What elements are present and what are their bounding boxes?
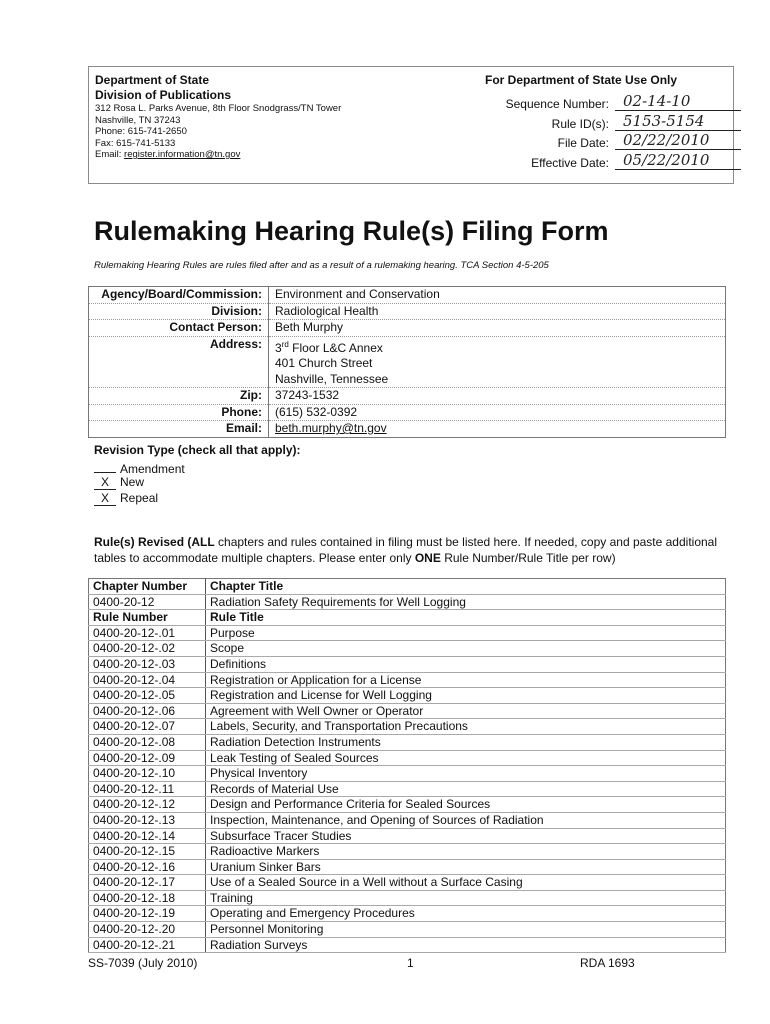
intro-part-5: Rule Number/Rule Title per row) [440,551,616,565]
intro-part-4: ONE [414,551,441,565]
agency-label: Agency/Board/Commission: [89,287,269,304]
contact-value: Beth Murphy [269,320,726,337]
revision-option-amendment [94,458,301,474]
rule-title: Leak Testing of Sealed Sources [206,750,726,766]
division-label: Division: [89,303,269,320]
rule-number: 0400-20-12-.09 [89,750,206,766]
rule-title-header: Rule Title [206,610,726,626]
address-line-a [275,337,719,357]
address-line-2: Nashville, TN 37243 [95,114,181,126]
table-row [89,672,726,688]
address-value [269,336,726,388]
rule-number: 0400-20-12-.13 [89,812,206,828]
email-line [95,149,341,161]
rule-title: Training [206,890,726,906]
table-row [89,812,726,828]
rule-number: 0400-20-12-.06 [89,703,206,719]
rule-title: Physical Inventory [206,766,726,782]
agency-table [88,286,726,438]
table-row [89,906,726,922]
file-date-value: 02/22/2010 [615,132,741,150]
sequence-number-label: Sequence Number: [505,97,609,111]
chapter-number: 0400-20-12 [89,594,206,610]
zip-value: 37243-1532 [269,388,726,405]
address-label: Address: [89,336,269,388]
table-row [89,937,726,953]
revision-option-new [94,474,301,490]
fax-line: Fax: 615-741-5133 [95,137,176,149]
table-row [89,688,726,704]
rule-title: Registration and License for Well Logging [206,688,726,704]
rule-ids-row [489,113,729,133]
email-link[interactable]: register.information@tn.gov [124,149,241,160]
rule-number: 0400-20-12-.07 [89,719,206,735]
rule-title: Inspection, Maintenance, and Opening of Sources of Radiation [206,812,726,828]
division-name: Division of Publications [95,88,232,102]
rule-number: 0400-20-12-.21 [89,937,206,953]
contact-label: Contact Person: [89,320,269,337]
page-number: 1 [407,956,414,970]
rule-title: Operating and Emergency Procedures [206,906,726,922]
rule-title: Labels, Security, and Transportation Precautions [206,719,726,735]
division-value: Radiological Health [269,303,726,320]
agency-value: Environment and Conservation [269,287,726,304]
page-title: Rulemaking Hearing Rule(s) Filing Form [94,216,609,246]
rule-title: Registration or Application for a License [206,672,726,688]
address-line-c: Nashville, Tennessee [275,371,389,386]
amendment-label: Amendment [120,462,185,476]
rule-title: Agreement with Well Owner or Operator [206,703,726,719]
rule-number: 0400-20-12-.16 [89,859,206,875]
rule-title: Radiation Detection Instruments [206,734,726,750]
phone-label: Phone: [89,404,269,421]
table-row [89,844,726,860]
new-label: New [120,475,145,489]
rule-title: Subsurface Tracer Studies [206,828,726,844]
address-line-b: 401 Church Street [275,356,373,370]
rule-title: Radioactive Markers [206,844,726,860]
rule-title: Personnel Monitoring [206,922,726,938]
email-value [269,421,726,438]
email-label-agency: Email: [89,421,269,438]
rule-title: Design and Performance Criteria for Sealed Sources [206,797,726,813]
table-row [89,594,726,610]
table-row [89,579,726,595]
table-row [89,734,726,750]
sequence-number-value: 02-14-10 [615,93,741,111]
table-row [89,890,726,906]
table-row [89,610,726,626]
rules-intro [94,534,734,566]
table-row [89,828,726,844]
rule-number: 0400-20-12-.03 [89,656,206,672]
address-num: 3 [275,340,282,355]
zip-label: Zip: [89,388,269,405]
revision-heading: Revision Type (check all that apply): [94,443,301,457]
table-row [89,625,726,641]
table-row [89,719,726,735]
state-use-block [485,73,729,171]
rule-number: 0400-20-12-.11 [89,781,206,797]
table-row [89,703,726,719]
chapter-title: Radiation Safety Requirements for Well Logging [206,594,726,610]
sequence-number-row [489,93,729,113]
file-date-row [489,132,729,152]
address-line-1: 312 Rosa L. Parks Avenue, 8th Floor Snodgrass/TN Tower [95,103,342,114]
rule-title: Definitions [206,656,726,672]
publisher-block [95,73,341,161]
table-row [89,922,726,938]
rule-number-header: Rule Number [89,610,206,626]
rule-title: Scope [206,641,726,657]
revision-option-repeal [94,490,301,506]
chapter-title-header: Chapter Title [206,579,726,595]
rule-number: 0400-20-12-.18 [89,890,206,906]
rule-title: Purpose [206,625,726,641]
repeal-checkbox[interactable]: X [94,491,116,506]
form-number: SS-7039 (July 2010) [88,956,198,970]
effective-date-value: 05/22/2010 [615,152,741,170]
rule-number: 0400-20-12-.19 [89,906,206,922]
rule-ids-value: 5153-5154 [615,113,741,131]
rule-number: 0400-20-12-.02 [89,641,206,657]
amendment-checkbox[interactable] [94,458,116,473]
rule-number: 0400-20-12-.15 [89,844,206,860]
agency-email-link[interactable]: beth.murphy@tn.gov [275,421,387,435]
table-row [89,859,726,875]
rule-ids-label: Rule ID(s): [551,116,609,131]
rule-number: 0400-20-12-.05 [89,688,206,704]
table-row [89,766,726,782]
table-row [89,797,726,813]
table-row [89,875,726,891]
table-row [89,781,726,797]
email-label: Email: [95,149,125,160]
rule-number: 0400-20-12-.08 [89,734,206,750]
phone-value: (615) 532-0392 [269,404,726,421]
file-date-label: File Date: [557,136,609,150]
rule-number: 0400-20-12-.20 [89,922,206,938]
revision-type [94,442,301,506]
repeal-label: Repeal [120,491,159,505]
address-rest: Floor L&C Annex [288,340,383,355]
state-use-title: For Department of State Use Only [485,73,678,87]
dept-name: Department of State [95,73,210,87]
rule-title: Records of Material Use [206,781,726,797]
new-checkbox[interactable]: X [94,475,116,490]
rule-number: 0400-20-12-.04 [89,672,206,688]
effective-date-label: Effective Date: [531,155,609,170]
address-sup: rd [281,339,289,349]
rule-title: Uranium Sinker Bars [206,859,726,875]
intro-part-3: chapters and rules contained in filing must be listed here. If needed, copy and paste additional tables to accommodate multiple chapters. Please enter only [94,535,718,565]
phone-line: Phone: 615-741-2650 [95,126,187,137]
intro-part-2: ALL [191,535,215,549]
rule-number: 0400-20-12-.01 [89,625,206,641]
table-row [89,656,726,672]
rule-title: Use of a Sealed Source in a Well without a Surface Casing [206,875,726,891]
rule-number: 0400-20-12-.10 [89,766,206,782]
chapter-number-header: Chapter Number [89,579,206,595]
intro-part-1: Rule(s) Revised ( [94,535,192,549]
rule-number: 0400-20-12-.14 [89,828,206,844]
rda-number: RDA 1693 [580,956,635,970]
table-row [89,750,726,766]
rule-title: Radiation Surveys [206,937,726,953]
page-subtitle: Rulemaking Hearing Rules are rules filed after and as a result of a rulemaking hearing. TCA Section 4-5-205 [94,260,549,271]
rules-table [88,578,726,953]
effective-date-row [489,152,729,172]
header-box [88,66,734,184]
rule-number: 0400-20-12-.12 [89,797,206,813]
rule-number: 0400-20-12-.17 [89,875,206,891]
table-row [89,641,726,657]
